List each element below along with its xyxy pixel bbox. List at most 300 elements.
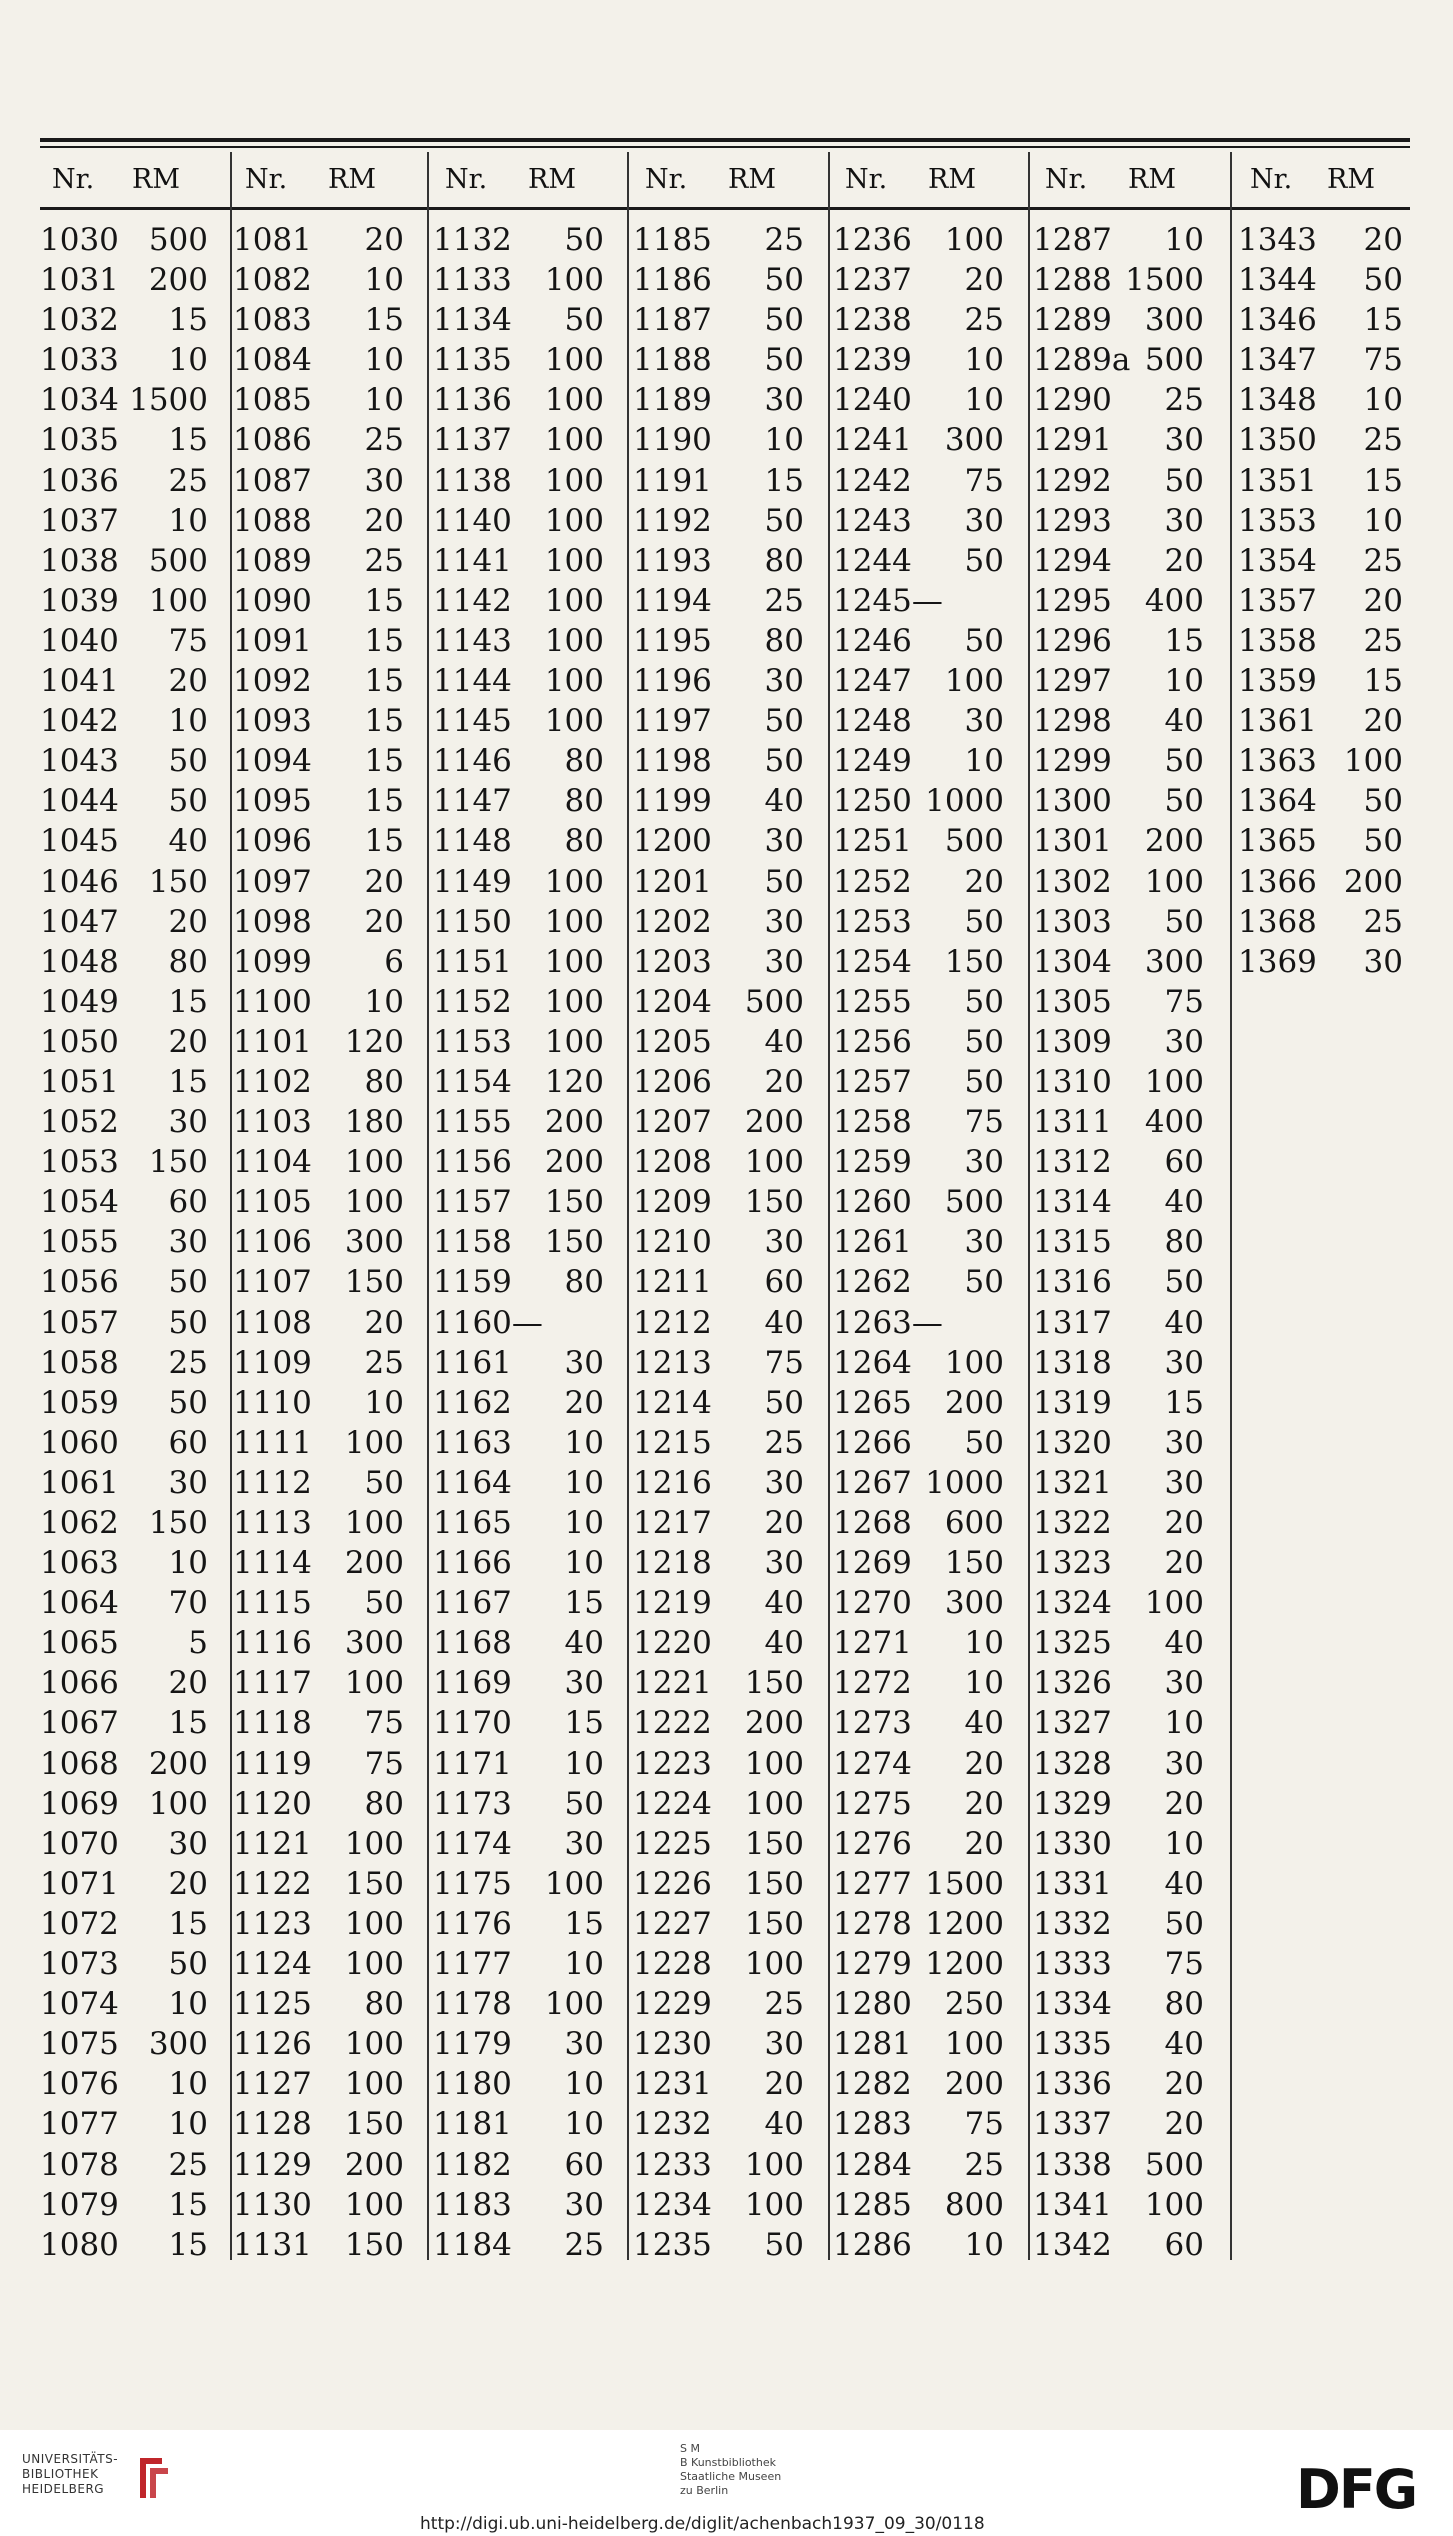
price-rm: 15 (168, 983, 208, 1020)
table-row (233, 1385, 423, 1425)
price-rm: 20 (1363, 222, 1403, 258)
lot-number: 1114 (233, 1545, 312, 1582)
table-row (40, 1946, 230, 1986)
price-rm: 25 (1363, 622, 1403, 659)
lot-number: 1277 (833, 1865, 912, 1902)
footer-bar (0, 2430, 1453, 2536)
table-row (1033, 543, 1223, 583)
price-rm: 100 (544, 422, 604, 459)
lot-number: 1184 (433, 2226, 512, 2263)
price-rm: 25 (168, 462, 208, 499)
table-row (433, 1746, 623, 1786)
price-rm: 100 (544, 1023, 604, 1060)
lot-number: 1197 (633, 703, 712, 740)
lot-number: 1039 (40, 582, 119, 619)
table-row (1033, 2227, 1223, 2267)
lot-number: 1249 (833, 743, 912, 780)
lot-number: 1033 (40, 342, 119, 379)
table-row (633, 583, 823, 623)
price-rm: 20 (168, 663, 208, 700)
price-rm: 20 (764, 2066, 804, 2103)
lot-number: 1137 (433, 422, 512, 459)
table-row (40, 2106, 230, 2146)
column-divider (427, 152, 429, 2260)
lot-number: 1301 (1033, 823, 1112, 860)
lot-number: 1133 (433, 262, 512, 299)
header-nr: Nr. (445, 163, 488, 195)
lot-number: 1281 (833, 2026, 912, 2063)
table-row (1033, 823, 1223, 863)
table-row (233, 1024, 423, 1064)
table-row (633, 1946, 823, 1986)
table-row (1033, 1625, 1223, 1665)
price-rm: 1200 (925, 1946, 1004, 1983)
table-row (40, 1345, 230, 1385)
table-row (40, 1425, 230, 1465)
lot-number: 1064 (40, 1585, 119, 1622)
price-rm: 20 (764, 1063, 804, 1100)
lot-number: 1084 (233, 342, 312, 379)
price-rm: 50 (1363, 783, 1403, 820)
lot-number: 1210 (633, 1224, 712, 1261)
price-rm: 50 (1164, 783, 1204, 820)
price-rm: 500 (944, 823, 1004, 860)
price-rm: 10 (364, 342, 404, 379)
lot-number: 1138 (433, 462, 512, 499)
lot-number: 1155 (433, 1104, 512, 1141)
table-row (40, 703, 230, 743)
lot-number: 1035 (40, 422, 119, 459)
price-rm: 100 (1144, 2186, 1204, 2223)
table-row (633, 623, 823, 663)
lot-number: 1098 (233, 903, 312, 940)
price-rm: 50 (764, 863, 804, 900)
lot-number: 1050 (40, 1023, 119, 1060)
price-rm: 50 (764, 703, 804, 740)
price-rm: 30 (1164, 1344, 1204, 1381)
page-url-link[interactable]: http://digi.ub.uni-heidelberg.de/diglit/achenbach1937_09_30/0118 (420, 2514, 985, 2534)
table-row (40, 583, 230, 623)
lot-number: 1036 (40, 462, 119, 499)
lot-number: 1032 (40, 302, 119, 339)
price-rm: 15 (1363, 663, 1403, 700)
library-logo-text[interactable] (22, 2452, 118, 2497)
table-row (1033, 1345, 1223, 1385)
price-rm: 500 (944, 1184, 1004, 1221)
price-rm: 500 (148, 542, 208, 579)
lot-number: 1211 (633, 1264, 712, 1301)
table-row (833, 1345, 1023, 1385)
table-row (633, 2147, 823, 2187)
lot-number: 1188 (633, 342, 712, 379)
price-rm: 30 (964, 1144, 1004, 1181)
lot-number: 1194 (633, 582, 712, 619)
price-rm: 80 (364, 1063, 404, 1100)
table-row (233, 1906, 423, 1946)
price-rm: 300 (148, 2026, 208, 2063)
dfg-logo[interactable]: DFG (1296, 2458, 1417, 2521)
table-row (233, 503, 423, 543)
table-row (40, 1866, 230, 1906)
price-rm: 25 (1363, 903, 1403, 940)
table-row (633, 1024, 823, 1064)
price-rm: 25 (1363, 542, 1403, 579)
price-rm: 50 (964, 1264, 1004, 1301)
table-row (233, 2147, 423, 2187)
lot-number: 1292 (1033, 462, 1112, 499)
lot-number: 1075 (40, 2026, 119, 2063)
column-header (833, 152, 1023, 206)
price-rm: 50 (1164, 462, 1204, 499)
price-rm: 15 (168, 2186, 208, 2223)
library-line-1: UNIVERSITÄTS- (22, 2452, 119, 2466)
price-rm: 15 (168, 302, 208, 339)
lot-number: 1224 (633, 1785, 712, 1822)
price-rm: 50 (1164, 1905, 1204, 1942)
table-row (433, 1826, 623, 1866)
price-rm: 200 (944, 2066, 1004, 2103)
table-row (1033, 1866, 1223, 1906)
price-rm: 80 (564, 743, 604, 780)
price-rm: 30 (1363, 943, 1403, 980)
lot-number: 1361 (1238, 703, 1317, 740)
lot-number: 1215 (633, 1424, 712, 1461)
price-rm: 150 (744, 1665, 804, 1702)
price-rm: 10 (564, 1505, 604, 1541)
table-row (433, 2147, 623, 2187)
price-rm: 300 (344, 1625, 404, 1662)
price-rm: 15 (1164, 622, 1204, 659)
lot-number: 1146 (433, 743, 512, 780)
lot-number: 1264 (833, 1344, 912, 1381)
table-row (1238, 904, 1428, 944)
table-row (1238, 422, 1428, 462)
lot-number: 1038 (40, 542, 119, 579)
lot-number: 1068 (40, 1745, 119, 1782)
lot-number: 1076 (40, 2066, 119, 2103)
lot-number: 1123 (233, 1905, 312, 1942)
price-rm: 40 (764, 1585, 804, 1622)
price-rm: 75 (1363, 342, 1403, 379)
price-rm: 150 (148, 1144, 208, 1181)
lot-number: 1246 (833, 622, 912, 659)
table-row (233, 623, 423, 663)
price-rm: 30 (964, 703, 1004, 740)
lot-number: 1291 (1033, 422, 1112, 459)
table-row (633, 2066, 823, 2106)
lot-number: 1267 (833, 1464, 912, 1501)
table-row (40, 1305, 230, 1345)
table-row (433, 1986, 623, 2026)
price-rm: 1000 (925, 783, 1004, 820)
lot-number: 1113 (233, 1505, 312, 1541)
table-row (233, 1144, 423, 1184)
table-row (833, 543, 1023, 583)
lot-number: 1258 (833, 1104, 912, 1141)
lot-number: 1074 (40, 1986, 119, 2023)
lot-number: 1129 (233, 2146, 312, 2183)
column-header (433, 152, 623, 206)
lot-number: 1107 (233, 1264, 312, 1301)
lot-number: 1144 (433, 663, 512, 700)
table-row (1033, 2187, 1223, 2227)
table-row (433, 1425, 623, 1465)
table-row (40, 1826, 230, 1866)
lot-number: 1332 (1033, 1905, 1112, 1942)
lot-number: 1276 (833, 1825, 912, 1862)
lot-number: 1057 (40, 1304, 119, 1341)
table-row (1033, 703, 1223, 743)
table-row (1033, 1746, 1223, 1786)
lot-number: 1161 (433, 1344, 512, 1381)
table-row (1033, 222, 1223, 262)
price-rm: 100 (944, 1344, 1004, 1381)
lot-number: 1134 (433, 302, 512, 339)
price-rm: 80 (364, 1785, 404, 1822)
price-rm: 10 (168, 703, 208, 740)
price-rm: 100 (544, 703, 604, 740)
price-rm: 25 (1363, 422, 1403, 459)
table-row (40, 1505, 230, 1545)
sm-line-3: Staatliche Museen (680, 2470, 782, 2483)
lot-number: 1254 (833, 943, 912, 980)
lot-number: 1331 (1033, 1865, 1112, 1902)
lot-number: 1257 (833, 1063, 912, 1100)
table-row (233, 1465, 423, 1505)
library-line-2: BIBLIOTHEK (22, 2467, 99, 2481)
lot-number: 1127 (233, 2066, 312, 2103)
price-rm: 60 (1164, 2226, 1204, 2263)
table-row (40, 904, 230, 944)
table-row (633, 1345, 823, 1385)
price-rm: 6 (384, 943, 404, 980)
table-row (233, 1665, 423, 1705)
table-row (1033, 503, 1223, 543)
price-rm: 100 (544, 262, 604, 299)
table-row (233, 382, 423, 422)
price-rm: 100 (544, 462, 604, 499)
table-row (1033, 1665, 1223, 1705)
price-rm: 100 (344, 1905, 404, 1942)
lot-number: 1328 (1033, 1745, 1112, 1782)
price-rm: 20 (168, 903, 208, 940)
table-row (40, 2147, 230, 2187)
table-row (433, 1625, 623, 1665)
table-row (1033, 1906, 1223, 1946)
lot-number: 1231 (633, 2066, 712, 2103)
lot-number: 1173 (433, 1785, 512, 1822)
lot-number: 1079 (40, 2186, 119, 2223)
table-row (1033, 1425, 1223, 1465)
price-rm: 80 (1164, 1986, 1204, 2023)
price-rm: 100 (344, 2066, 404, 2103)
table-row (40, 1986, 230, 2026)
price-rm: 50 (364, 1585, 404, 1622)
price-rm: 30 (564, 1665, 604, 1702)
price-rm: 60 (764, 1264, 804, 1301)
table-row (40, 342, 230, 382)
lot-number: 1124 (233, 1946, 312, 1983)
lot-number: 1322 (1033, 1505, 1112, 1541)
price-rm: 500 (1144, 342, 1204, 379)
table-row (833, 2227, 1023, 2267)
lot-number: 1143 (433, 622, 512, 659)
lot-number: 1262 (833, 1264, 912, 1301)
price-rm: 400 (1144, 1104, 1204, 1141)
table-row (433, 543, 623, 583)
lot-number: 1136 (433, 382, 512, 419)
price-rm: 30 (1164, 1665, 1204, 1702)
lot-number: 1115 (233, 1585, 312, 1622)
lot-number: 1052 (40, 1104, 119, 1141)
table-row (1033, 1826, 1223, 1866)
lot-number: 1344 (1238, 262, 1317, 299)
price-rm: 10 (1164, 663, 1204, 700)
lot-number: 1069 (40, 1785, 119, 1822)
table-row (40, 422, 230, 462)
price-rm: 10 (1164, 1825, 1204, 1862)
price-rm: 30 (1164, 1464, 1204, 1501)
table-row (233, 1545, 423, 1585)
table-row (833, 1305, 1023, 1345)
price-rm: 30 (764, 382, 804, 419)
price-rm: 150 (344, 1264, 404, 1301)
price-rm: 30 (1164, 422, 1204, 459)
price-rm: 40 (764, 2106, 804, 2143)
price-rm: 50 (168, 783, 208, 820)
table-row (433, 1946, 623, 1986)
price-rm: 40 (564, 1625, 604, 1662)
lot-number: 1131 (233, 2226, 312, 2263)
price-rm: 15 (1363, 462, 1403, 499)
lot-number: 1358 (1238, 622, 1317, 659)
price-rm: 15 (168, 1063, 208, 1100)
lot-number: 1058 (40, 1344, 119, 1381)
lot-number: 1167 (433, 1585, 512, 1622)
price-rm: 80 (564, 783, 604, 820)
table-row (1033, 1585, 1223, 1625)
table-row (1033, 864, 1223, 904)
table-row (233, 1625, 423, 1665)
price-rm: 15 (564, 1585, 604, 1622)
lot-number: 1320 (1033, 1424, 1112, 1461)
price-rm: 80 (168, 943, 208, 980)
table-row (233, 583, 423, 623)
lot-number: 1190 (633, 422, 712, 459)
header-rm: RM (1327, 163, 1375, 195)
lot-number: 1056 (40, 1264, 119, 1301)
table-row (633, 1505, 823, 1545)
price-rm: 100 (1144, 863, 1204, 900)
price-rm: 100 (544, 622, 604, 659)
price-rm: 10 (1164, 1705, 1204, 1742)
price-rm: 10 (564, 1745, 604, 1782)
price-rm: 70 (168, 1585, 208, 1622)
lot-number: 1347 (1238, 342, 1317, 379)
table-row (1033, 1104, 1223, 1144)
table-row (1238, 823, 1428, 863)
price-rm: 40 (1164, 1625, 1204, 1662)
table-row (633, 703, 823, 743)
table-row (433, 663, 623, 703)
table-row (40, 663, 230, 703)
price-rm: 100 (344, 1424, 404, 1461)
lot-number: 1200 (633, 823, 712, 860)
table-row (233, 422, 423, 462)
lot-number: 1096 (233, 823, 312, 860)
table-row (233, 1184, 423, 1224)
price-rm: 100 (148, 582, 208, 619)
table-row (633, 1064, 823, 1104)
lot-number: 1082 (233, 262, 312, 299)
price-rm: 300 (344, 1224, 404, 1261)
price-rm: 30 (764, 1224, 804, 1261)
lot-number: 1140 (433, 502, 512, 539)
table-row (1033, 1465, 1223, 1505)
lot-number: 1153 (433, 1023, 512, 1060)
table-row (1033, 1545, 1223, 1585)
price-rm: 120 (544, 1063, 604, 1100)
sm-line-4: zu Berlin (680, 2484, 729, 2497)
lot-number: 1233 (633, 2146, 712, 2183)
lot-number: 1183 (433, 2186, 512, 2223)
lot-number: 1088 (233, 502, 312, 539)
lot-number: 1097 (233, 863, 312, 900)
price-rm: 10 (964, 342, 1004, 379)
table-row (433, 864, 623, 904)
table-row (433, 1385, 623, 1425)
table-row (40, 1705, 230, 1745)
table-row (1033, 1986, 1223, 2026)
lot-number: 1302 (1033, 863, 1112, 900)
table-row (40, 463, 230, 503)
lot-number: 1164 (433, 1464, 512, 1501)
price-rm: 150 (344, 1865, 404, 1902)
price-rm: 50 (764, 743, 804, 780)
table-row (833, 382, 1023, 422)
table-row (40, 1545, 230, 1585)
lot-number: 1111 (233, 1424, 312, 1461)
table-row (833, 1705, 1023, 1745)
table-row (633, 262, 823, 302)
table-row (40, 1144, 230, 1184)
lot-number: 1272 (833, 1665, 912, 1702)
table-row (833, 823, 1023, 863)
price-rm: 100 (544, 1865, 604, 1902)
header-nr: Nr. (845, 163, 888, 195)
price-rm: 50 (1164, 743, 1204, 780)
lot-number: 1241 (833, 422, 912, 459)
table-row (633, 1224, 823, 1264)
table-row (233, 1986, 423, 2026)
lot-number: 1195 (633, 622, 712, 659)
price-rm: 75 (764, 1344, 804, 1381)
lot-number: 1042 (40, 703, 119, 740)
table-row (233, 1104, 423, 1144)
lot-number: 1353 (1238, 502, 1317, 539)
column-header (1033, 152, 1223, 206)
table-row (40, 543, 230, 583)
lot-number: 1229 (633, 1986, 712, 2023)
table-row (40, 623, 230, 663)
lot-number: 1150 (433, 903, 512, 940)
table-row (40, 1465, 230, 1505)
price-rm: 15 (168, 2226, 208, 2263)
price-rm: 50 (764, 342, 804, 379)
price-rm: 20 (1363, 703, 1403, 740)
lot-number: 1275 (833, 1785, 912, 1822)
table-row (833, 1144, 1023, 1184)
